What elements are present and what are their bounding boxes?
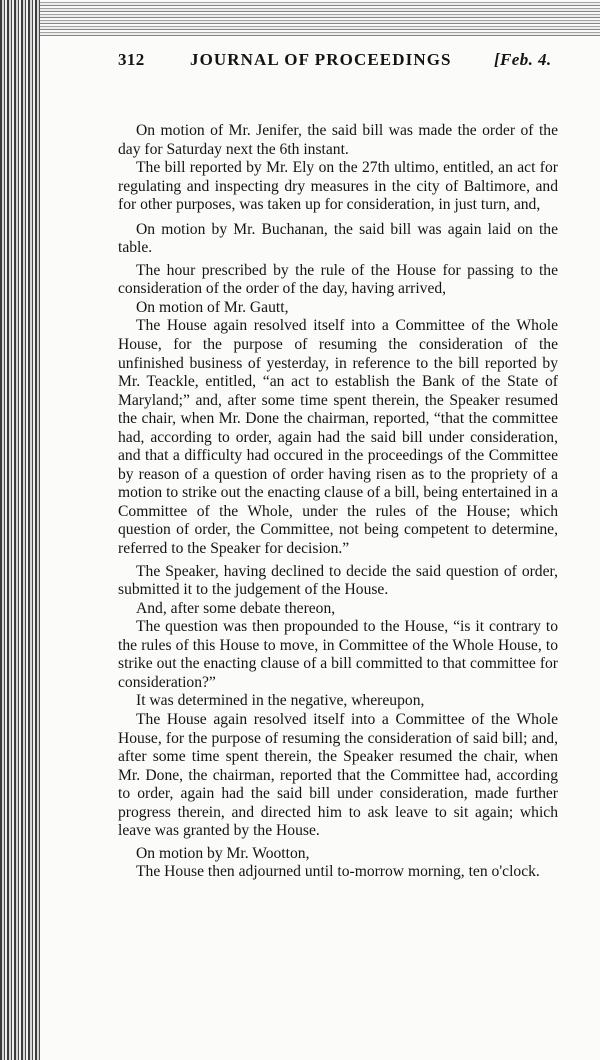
paragraph-buchanan-motion: On motion by Mr. Buchanan, the said bill was again laid on the table. bbox=[118, 220, 558, 257]
paragraph-jenifer-motion: On motion of Mr. Jenifer, the said bill was made the order of the day for Saturday next the 6th instant. bbox=[118, 122, 558, 158]
paragraph-order-of-day: The hour prescribed by the rule of the House for passing to the consideration of the order of the day, having arrived, bbox=[118, 261, 558, 298]
paragraph-committee-report: The House again resolved itself into a Committee of the Whole House, for the purpose of resuming the consideration of the unfinished business of yesterday, in reference to the bill reported by Mr. Teackle, entitled, “an act to establish the Bank of the State of Maryland;” and, after some time spent therein, the Speaker resumed the chair, when Mr. Done the chairman, reported, “that the committee had, according to order, again had the said bill under consideration, and that a difficulty had occured in the proceedings of the Committee by reason of a question of order having risen as to the propriety of a motion to strike out the enacting clause of a bill, being entertained in a Committee of the Whole, under the rules of the House; which question of order, the Committee, not being competent to determine, referred to the Speaker for decision.” bbox=[118, 317, 558, 558]
journal-body bbox=[118, 122, 558, 882]
paragraph-adjourned: The House then adjourned until to-morrow morning, ten o'clock. bbox=[136, 863, 540, 881]
page-number: 312 bbox=[118, 50, 145, 69]
paragraph-negative: It was determined in the negative, whereupon, bbox=[136, 692, 425, 710]
paragraph-speaker-declined: The Speaker, having declined to decide the said question of order, submitted it to the judgement of the House. bbox=[118, 562, 558, 599]
scan-top-edge bbox=[40, 0, 600, 36]
header-date: [Feb. 4. bbox=[494, 50, 552, 69]
paragraph-wootton-motion: On motion by Mr. Wootton, bbox=[136, 844, 310, 862]
paragraph-gautt-motion: On motion of Mr. Gautt, bbox=[136, 298, 289, 316]
journal-title: JOURNAL OF PROCEEDINGS bbox=[190, 50, 452, 69]
paragraph-ely-bill: The bill reported by Mr. Ely on the 27th ultimo, entitled, an act for regulating and inspecting dry measures in the city of Baltimore, and for other purposes, was taken up for consideration, in just turn, and, bbox=[118, 159, 558, 214]
paragraph-debate: And, after some debate thereon, bbox=[136, 599, 336, 617]
paragraph-committee-again: The House again resolved itself into a Committee of the Whole House, for the purpose of resuming the consideration of said bill; and, after some time spent therein, the Speaker resumed the chair, when Mr. Done, the chairman, reported that the Committee had, according to order, again had the said bill under consideration, made further progress therein, and directed him to ask leave to sit again; which leave was granted by the House. bbox=[118, 710, 558, 840]
paragraph-question: The question was then propounded to the House, “is it contrary to the rules of this House to move, in Committee of the Whole House, to strike out the enacting clause of a bill committed to that committee for consideration?” bbox=[118, 618, 558, 691]
scan-binding-edge bbox=[0, 0, 40, 1060]
